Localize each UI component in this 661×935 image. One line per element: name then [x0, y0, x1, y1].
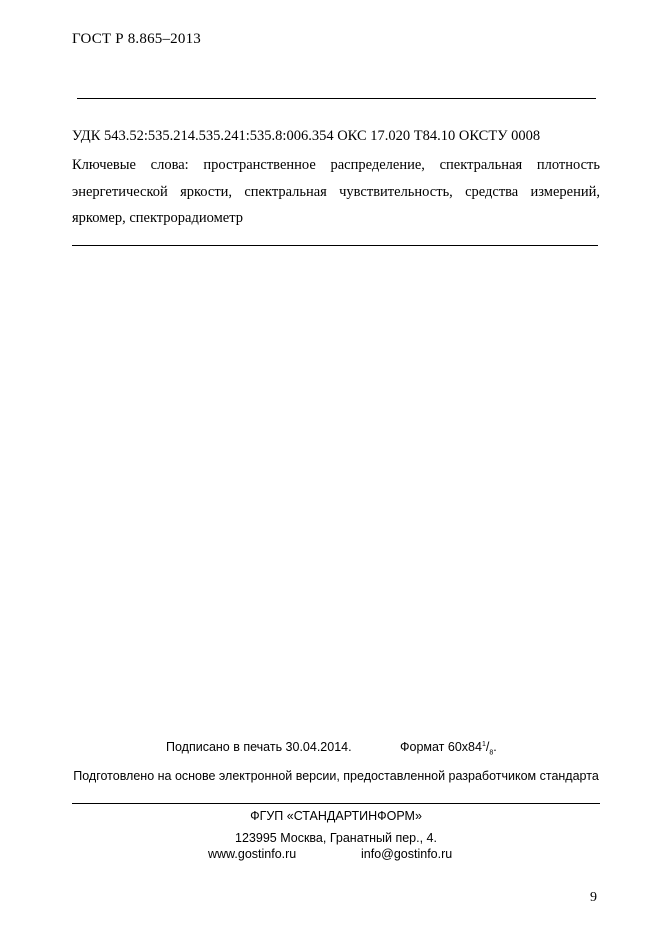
- format-denominator: 8: [489, 749, 494, 757]
- udk-classification: УДК 543.52:535.214.535.241:535.8:006.354 ОКС 17.020 Т84.10 ОКСТУ 0008: [72, 128, 541, 144]
- keywords-block: [72, 152, 600, 232]
- format-separator: /: [485, 740, 490, 754]
- format-prefix: Формат 60х84: [400, 740, 482, 754]
- publisher-address: 123995 Москва, Гранатный пер., 4.: [235, 831, 437, 845]
- imprint-divider: [72, 803, 600, 804]
- keywords-line: яркомер, спектрорадиометр: [72, 210, 243, 226]
- document-code: ГОСТ Р 8.865–2013: [72, 31, 201, 47]
- publisher-website: www.gostinfo.ru: [208, 847, 297, 861]
- page-number: 9: [590, 890, 597, 905]
- publisher-name: ФГУП «СТАНДАРТИНФОРМ»: [250, 809, 422, 823]
- keywords-line: Ключевые слова: пространственное распределение, спектральная плотность: [72, 157, 600, 173]
- format-numerator: 1: [481, 740, 486, 748]
- prepared-note: Подготовлено на основе электронной версии, предоставленной разработчиком стандарта: [73, 769, 599, 783]
- publisher-email: info@gostinfo.ru: [361, 847, 453, 861]
- top-divider: [77, 98, 596, 99]
- format-suffix: .: [493, 740, 497, 754]
- keywords-line: энергетической яркости, спектральная чувствительность, средства измерений,: [72, 183, 600, 200]
- paper-format: [400, 740, 497, 757]
- signed-for-print: Подписано в печать 30.04.2014.: [166, 740, 352, 754]
- keywords-divider: [72, 245, 598, 246]
